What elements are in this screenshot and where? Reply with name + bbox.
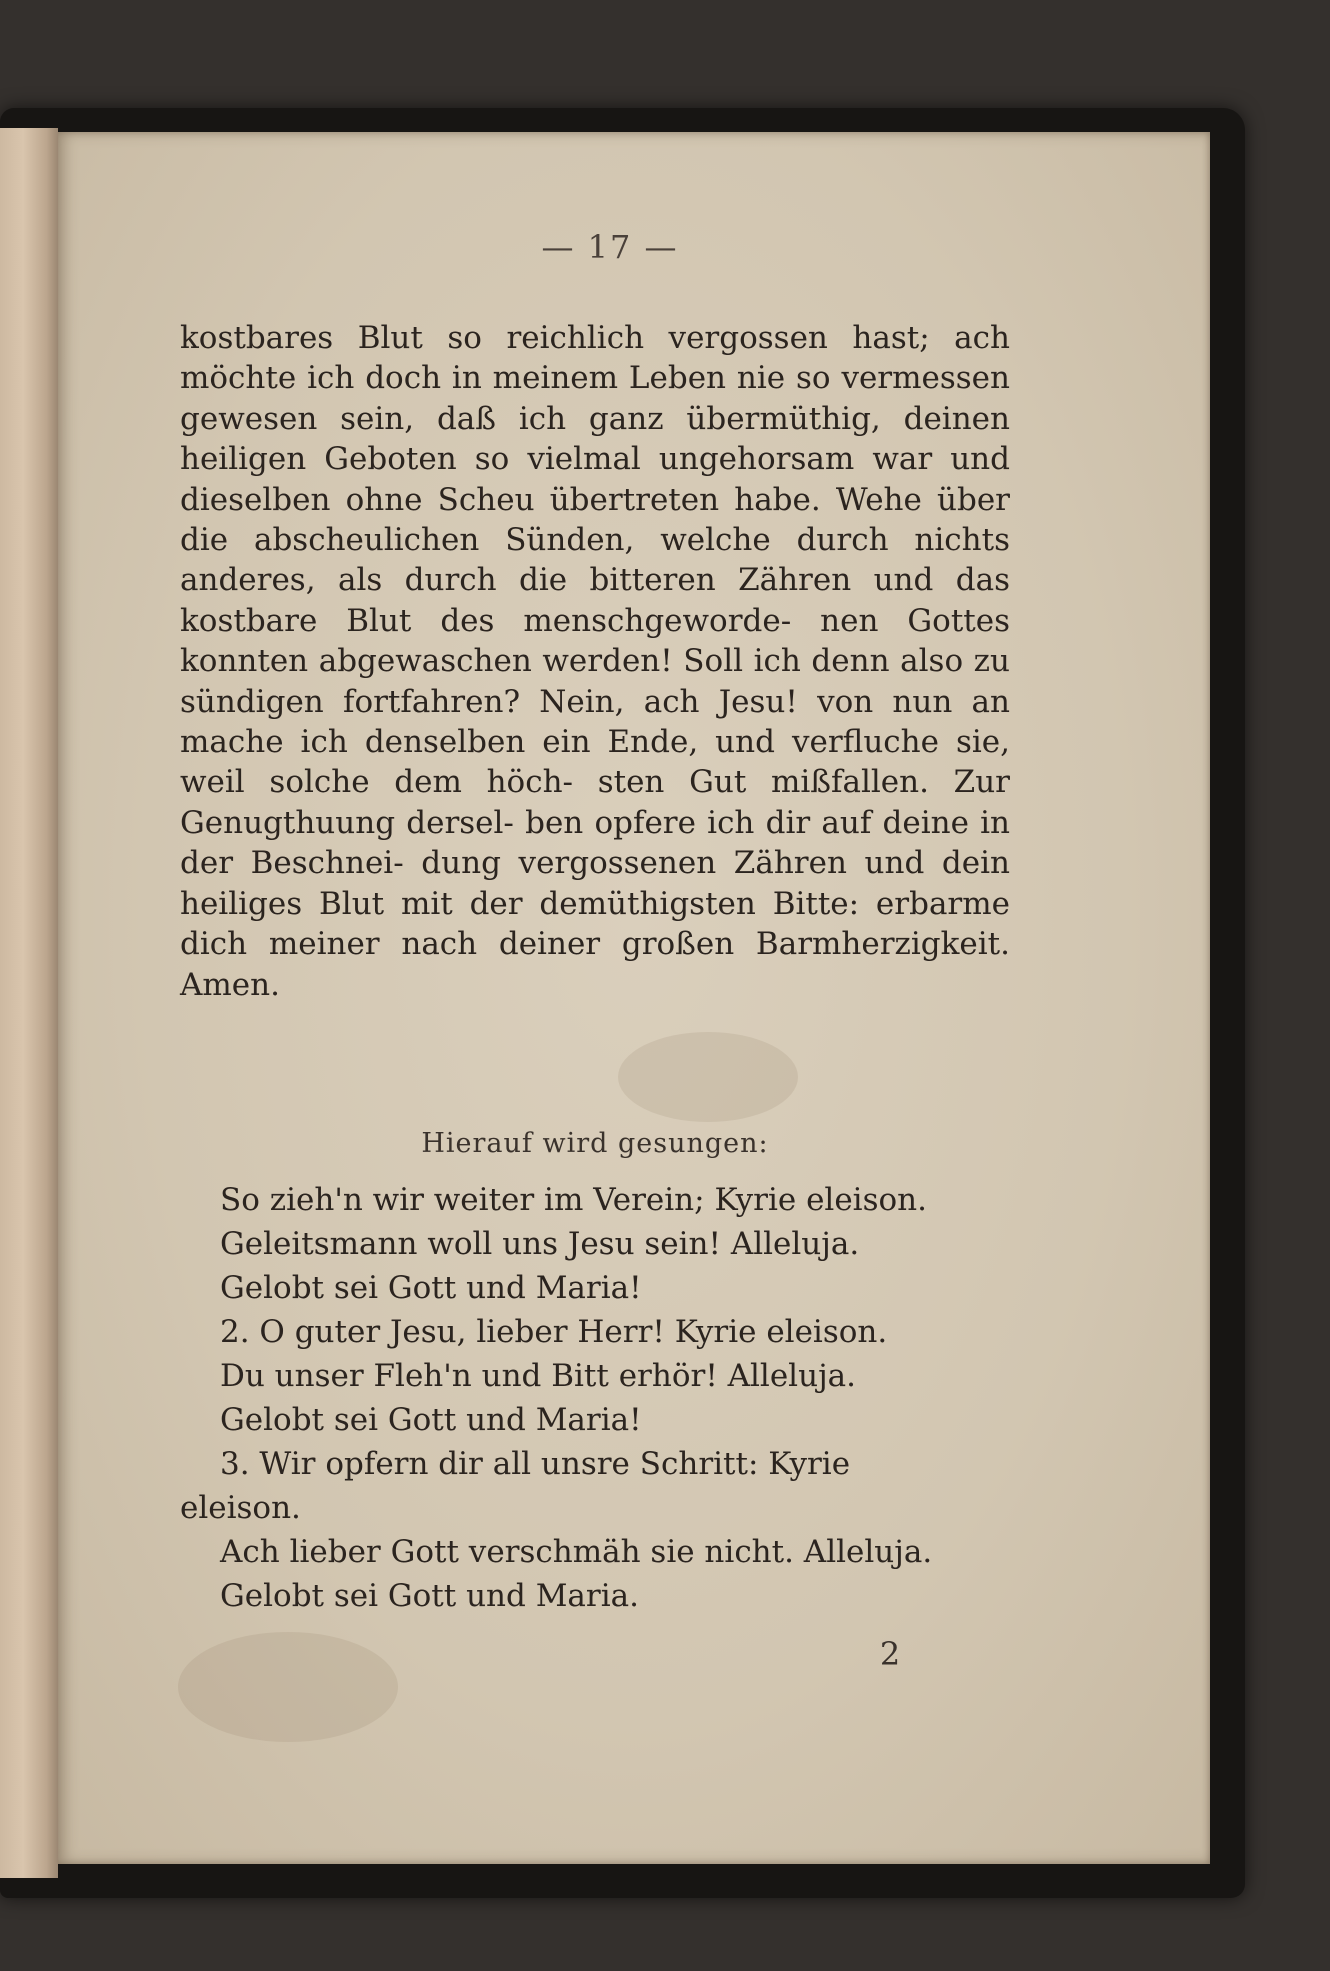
hymn-line: eleison. — [180, 1490, 301, 1526]
hymn-line: Ach lieber Gott verschmäh sie nicht. Alleluja. — [220, 1534, 933, 1570]
paper-stain — [178, 1632, 398, 1742]
hymn-line: 2. O guter Jesu, lieber Herr! Kyrie eleison. — [220, 1314, 888, 1350]
hymn-line: Geleitsmann woll uns Jesu sein! Alleluja. — [220, 1226, 860, 1262]
hymn-rubric: Hierauf wird gesungen: — [421, 1128, 769, 1159]
hymn-line: Gelobt sei Gott und Maria! — [220, 1270, 642, 1306]
hymn-line: Du unser Fleh'n und Bitt erhör! Alleluja. — [220, 1358, 857, 1394]
prayer-paragraph: kostbares Blut so reichlich vergossen hast; ach möchte ich doch in meinem Leben nie so vermessen gewesen sein, daß ich ganz übermüthig, deinen heiligen Geboten so vielmal ungehorsam war und dieselben ohne Scheu übertreten habe. Wehe über die abscheulichen Sünden, welche durch nichts anderes, als durch die bitteren Zähren und das kostbare Blut des menschgeworde- nen Gottes konnten abgewaschen werden! Soll ich denn also zu sündigen fortfahren? Nein, ach Jesu! von nun an mache ich denselben ein Ende, und verfluche sie, weil solche dem höch- sten Gut mißfallen. Zur Genugthuung dersel- ben opfere ich dir auf deine in der Beschnei- dung vergossenen Zähren und dein heiliges Blut mit der demüthigsten Bitte: erbarme dich meiner nach deiner großen Barmherzigkeit. Amen. — [180, 320, 1010, 1003]
hymn-line: Gelobt sei Gott und Maria! — [220, 1402, 642, 1438]
hymn-line: 3. Wir opfern dir all unsre Schritt: Kyrie — [220, 1446, 851, 1482]
hymn-verses — [180, 1178, 1010, 1618]
hymn-line: So zieh'n wir weiter im Verein; Kyrie eleison. — [220, 1182, 927, 1218]
printer-signature-mark: 2 — [879, 1635, 901, 1673]
hymn-line: Gelobt sei Gott und Maria. — [220, 1578, 639, 1614]
left-page-edge — [0, 128, 58, 1878]
page-number: — 17 — — [541, 228, 679, 266]
paper-stain — [618, 1032, 798, 1122]
